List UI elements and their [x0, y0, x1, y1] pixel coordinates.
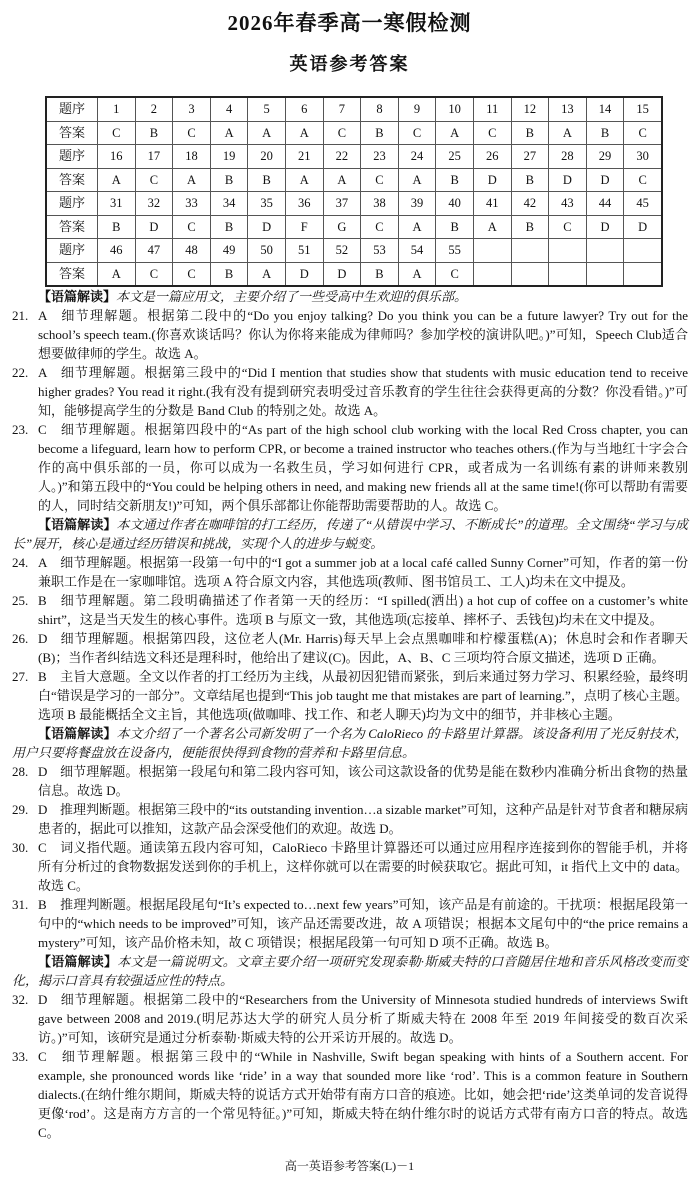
answer-cell — [511, 262, 549, 286]
row-header: 答案 — [46, 121, 98, 145]
question-number-cell: 28 — [549, 145, 587, 169]
explanation-text: 主旨大意题。全文以作者的打工经历为主线，从最初因犯错而紧张，到后来通过努力学习、积累经验，最终明白“错误是学习的一部分”。文章结尾也提到“This job taught me that mistakes are part of learning.”，点明了核心主题。选项 B 最能概括全文主旨，其他选项(做咖啡、找工作、和老人聊天)均为文中的细节，并非核心主题。 — [38, 669, 688, 722]
answer-cell: D — [586, 215, 624, 239]
answer-letter: D — [38, 631, 48, 646]
answer-cell: B — [361, 121, 399, 145]
answer-cell: C — [135, 262, 173, 286]
answer-cell: A — [248, 262, 286, 286]
answer-cell: C — [436, 262, 474, 286]
question-number-cell: 30 — [624, 145, 662, 169]
document-title: 2026年春季高一寒假检测 — [227, 11, 472, 35]
row-header: 答案 — [46, 262, 98, 286]
answer-cell: B — [135, 121, 173, 145]
question-number-cell: 55 — [436, 239, 474, 263]
question-number-cell — [586, 239, 624, 263]
question-number-cell: 2 — [135, 97, 173, 121]
question-number-cell: 15 — [624, 97, 662, 121]
question-number-cell: 3 — [173, 97, 211, 121]
question-number-cell: 31 — [98, 192, 136, 216]
explanation-text: 推理判断题。根据第三段中的“its outstanding invention…a sizable market”可知，这种产品是针对节食者和糖尿病患者的，据此可以推知，这款产品会深受他们的欢迎。故选 D。 — [38, 802, 688, 836]
question-number-cell: 37 — [323, 192, 361, 216]
answer-cell: B — [210, 215, 248, 239]
question-number: 27. — [12, 669, 29, 684]
answer-cell: C — [323, 121, 361, 145]
question-number: 25. — [12, 593, 29, 608]
question-number-cell: 45 — [624, 192, 662, 216]
document-subtitle: 英语参考答案 — [289, 54, 410, 74]
answer-cell: D — [135, 215, 173, 239]
question-number-cell: 43 — [549, 192, 587, 216]
answer-cell: F — [285, 215, 323, 239]
question-number-cell — [511, 239, 549, 263]
question-number-cell: 50 — [248, 239, 286, 263]
answer-cell: D — [323, 262, 361, 286]
explanation-text: 细节理解题。根据第二段中的“Do you enjoy talking? Do you think you can be a future lawyer? Try out for the school’s speech team.(你喜欢谈话吗？你认为你将来能成为律师吗？参加学校的演讲队吧。)”可知，Speech Club适合想要做律师的学生。故选 A。 — [38, 308, 688, 361]
answer-cell: B — [248, 168, 286, 192]
explanations — [12, 287, 688, 1142]
question-number-cell: 1 — [98, 97, 136, 121]
question-number-cell: 13 — [549, 97, 587, 121]
answer-explanation — [12, 363, 688, 420]
answer-cell: A — [473, 215, 511, 239]
answer-cell: A — [323, 168, 361, 192]
page-footer: 高一英语参考答案(L)－1 — [284, 1159, 415, 1173]
question-number-cell: 36 — [285, 192, 323, 216]
answer-cell: A — [248, 121, 286, 145]
question-number-cell: 14 — [586, 97, 624, 121]
answer-row — [46, 121, 662, 145]
question-number: 24. — [12, 555, 29, 570]
answer-cell: C — [549, 215, 587, 239]
answer-cell: A — [98, 168, 136, 192]
answer-letter: D — [38, 992, 48, 1007]
question-number-cell: 33 — [173, 192, 211, 216]
answer-explanation — [12, 1047, 688, 1142]
row-header: 题序 — [46, 192, 98, 216]
explanation-text: 细节理解题。根据第三段中的“Did I mention that studies show that students with music education tend to receive higher grades? You read it right.(我有没有提到研究表明受过音乐教育的学生往往会获得更高的分数？你没看错。)”可知，能够提高学生的分数是 Band Club 的特别之处。故选 A。 — [38, 365, 688, 418]
answer-explanation — [12, 838, 688, 895]
question-number-cell: 19 — [210, 145, 248, 169]
question-number-cell: 22 — [323, 145, 361, 169]
question-number-cell: 17 — [135, 145, 173, 169]
answer-letter: D — [38, 802, 48, 817]
row-header: 答案 — [46, 215, 98, 239]
question-number-cell: 25 — [436, 145, 474, 169]
answer-cell: D — [473, 168, 511, 192]
question-number-cell: 39 — [398, 192, 436, 216]
answer-cell: B — [436, 215, 474, 239]
answer-cell: B — [511, 168, 549, 192]
question-number-row — [46, 239, 662, 263]
answer-explanation — [12, 895, 688, 952]
answer-cell: C — [624, 168, 662, 192]
answer-cell: A — [398, 262, 436, 286]
question-number-row — [46, 145, 662, 169]
question-number-cell: 18 — [173, 145, 211, 169]
question-number-cell: 52 — [323, 239, 361, 263]
question-number-cell: 16 — [98, 145, 136, 169]
question-number-cell: 7 — [323, 97, 361, 121]
answer-cell: B — [361, 262, 399, 286]
question-number-cell: 29 — [586, 145, 624, 169]
explanation-text: 推理判断题。根据尾段尾句“It’s expected to…next few years”可知，该产品是有前途的。干扰项：根据尾段第一句中的“which needs to be improved”可知，该产品还需要改进，故 A 项错误；根据本文尾句中的“the price remains a mystery”可知，该产品价格未知，故 C 项错误；根据尾段第一句可知 D 项不正确。故选 B。 — [38, 897, 688, 950]
explanation-text: 词义指代题。通读第五段内容可知，CaloRieco 卡路里计算器还可以通过应用程序连接到你的智能手机，并将所有分析过的食物数据发送到你的手机上，这样你就可以在需要的时候获取它。据此可知，it 指代上文中的 data。故选 C。 — [38, 840, 688, 893]
question-number-cell: 40 — [436, 192, 474, 216]
answer-letter: A — [38, 365, 48, 380]
answer-letter: A — [38, 555, 48, 570]
answer-cell: B — [511, 215, 549, 239]
question-number: 28. — [12, 764, 29, 779]
question-number: 23. — [12, 422, 29, 437]
answer-letter: B — [38, 669, 47, 684]
answer-explanation — [12, 762, 688, 800]
passage-summary — [12, 515, 688, 553]
answer-cell: B — [98, 215, 136, 239]
row-header: 题序 — [46, 97, 98, 121]
question-number-cell: 35 — [248, 192, 286, 216]
question-number-cell: 27 — [511, 145, 549, 169]
answer-cell: A — [398, 168, 436, 192]
question-number-cell: 46 — [98, 239, 136, 263]
question-number: 32. — [12, 992, 29, 1007]
answer-cell: C — [173, 215, 211, 239]
question-number-cell: 6 — [285, 97, 323, 121]
row-header: 题序 — [46, 239, 98, 263]
question-number-cell: 9 — [398, 97, 436, 121]
answer-letter: C — [38, 422, 47, 437]
summary-text: 本文通过作者在咖啡馆的打工经历，传递了“从错误中学习、不断成长”的道理。全文围绕“学习与成长”展开，核心是通过经历错误和挑战，实现个人的进步与蜕变。 — [12, 517, 688, 551]
explanation-text: 细节理解题。根据第二段中的“Researchers from the University of Minnesota studied hundreds of interviews Swift gave between 2008 and 2019.(明尼苏达大学的研究人员分析了斯威夫特在 2008 年至 2019 年间接受的数百次采访。)”可知，该研究是通过分析泰勒·斯威夫特的公开采访开展的。故选 D。 — [38, 992, 688, 1045]
answer-cell: C — [624, 121, 662, 145]
answer-cell: G — [323, 215, 361, 239]
question-number: 30. — [12, 840, 29, 855]
answer-row — [46, 215, 662, 239]
answer-cell: C — [361, 168, 399, 192]
question-number-cell: 54 — [398, 239, 436, 263]
answer-cell: A — [285, 121, 323, 145]
answer-letter: B — [38, 897, 47, 912]
question-number: 26. — [12, 631, 29, 646]
question-number-cell: 21 — [285, 145, 323, 169]
answer-cell: C — [361, 215, 399, 239]
answer-cell: C — [173, 262, 211, 286]
question-number: 29. — [12, 802, 29, 817]
question-number-cell: 44 — [586, 192, 624, 216]
summary-text: 本文是一篇说明文。文章主要介绍一项研究发现泰勒·斯威夫特的口音随居住地和音乐风格改变而变化，揭示口音具有较强适应性的特点。 — [12, 954, 688, 988]
question-number-cell: 20 — [248, 145, 286, 169]
explanation-text: 细节理解题。根据第三段中的“While in Nashville, Swift began speaking with hints of a Southern accent. For example, she pronounced words like ‘ride’ in a way that sounded more like ‘rod’. This is a common feature in Southern dialects.(在纳什维尔期间，斯威夫特的说话方式开始带有南方口音的痕迹。比如，她会把‘ride’这类单词的发音说得更像‘rod’。这是南方方言的一个常见特征。)”可知，斯威夫特在纳什维尔时的说话方式带有南方口音的特点。故选 C。 — [38, 1049, 688, 1140]
answer-explanation — [12, 667, 688, 724]
answer-cell: D — [248, 215, 286, 239]
explanation-text: 细节理解题。根据第一段尾句和第二段内容可知，该公司这款设备的优势是能在数秒内准确分析出食物的热量信息。故选 D。 — [38, 764, 688, 798]
answer-cell — [586, 262, 624, 286]
answer-explanation — [12, 990, 688, 1047]
answer-cell: A — [398, 215, 436, 239]
question-number-cell: 12 — [511, 97, 549, 121]
answer-cell: C — [473, 121, 511, 145]
answer-cell: D — [586, 168, 624, 192]
answer-explanation — [12, 553, 688, 591]
question-number-cell: 32 — [135, 192, 173, 216]
answer-table — [45, 96, 663, 287]
explanation-text: 细节理解题。根据第一段第一句中的“I got a summer job at a local café called Sunny Corner”可知，作者的第一份兼职工作是在一家咖啡馆。选项 A 符合原文内容，其他选项(教师、图书馆员工、工人)均未在文中提及。 — [38, 555, 688, 589]
explanation-text: 细节理解题。根据第四段，这位老人(Mr. Harris)每天早上会点黑咖啡和柠檬蛋糕(A)；休息时会和作者聊天(B)；当作者纠结选文科还是理科时，他给出了建议(C)。因此，A、B、C 三项均符合原文描述，选项 D 正确。 — [38, 631, 688, 665]
passage-summary — [12, 287, 688, 306]
answer-cell: B — [511, 121, 549, 145]
answer-cell: B — [210, 262, 248, 286]
summary-tag: 【语篇解读】 — [38, 726, 117, 741]
answer-cell: D — [285, 262, 323, 286]
answer-cell: A — [285, 168, 323, 192]
answer-cell: C — [398, 121, 436, 145]
answer-row — [46, 262, 662, 286]
answer-row — [46, 168, 662, 192]
answer-cell — [473, 262, 511, 286]
answer-cell — [549, 262, 587, 286]
question-number-cell: 26 — [473, 145, 511, 169]
question-number-cell: 42 — [511, 192, 549, 216]
question-number-row — [46, 97, 662, 121]
question-number-cell: 34 — [210, 192, 248, 216]
question-number-cell: 24 — [398, 145, 436, 169]
question-number-cell: 53 — [361, 239, 399, 263]
passage-summary — [12, 724, 688, 762]
answer-cell: D — [624, 215, 662, 239]
answer-cell: A — [210, 121, 248, 145]
answer-explanation — [12, 420, 688, 515]
answer-cell: C — [98, 121, 136, 145]
question-number-cell: 49 — [210, 239, 248, 263]
answer-cell: A — [98, 262, 136, 286]
summary-text: 本文介绍了一个著名公司新发明了一个名为 CaloRieco 的卡路里计算器。该设备利用了光反射技术，用户只要将餐盘放在设备内，便能很快得到食物的营养和卡路里信息。 — [12, 726, 688, 760]
summary-tag: 【语篇解读】 — [38, 954, 118, 969]
answer-explanation — [12, 591, 688, 629]
question-number-cell: 23 — [361, 145, 399, 169]
question-number-cell — [624, 239, 662, 263]
answer-cell: B — [210, 168, 248, 192]
row-header: 题序 — [46, 145, 98, 169]
answer-letter: C — [38, 840, 47, 855]
question-number-cell: 4 — [210, 97, 248, 121]
question-number-cell: 8 — [361, 97, 399, 121]
answer-cell: B — [586, 121, 624, 145]
summary-tag: 【语篇解读】 — [38, 517, 117, 532]
question-number-cell: 48 — [173, 239, 211, 263]
question-number-row — [46, 192, 662, 216]
question-number-cell: 11 — [473, 97, 511, 121]
question-number: 21. — [12, 308, 29, 323]
answer-cell: A — [173, 168, 211, 192]
answer-explanation — [12, 629, 688, 667]
answer-cell: C — [173, 121, 211, 145]
passage-summary — [12, 952, 688, 990]
answer-cell — [624, 262, 662, 286]
summary-tag: 【语篇解读】 — [38, 289, 117, 304]
question-number: 33. — [12, 1049, 29, 1064]
question-number-cell: 38 — [361, 192, 399, 216]
answer-letter: B — [38, 593, 47, 608]
summary-text: 本文是一篇应用文，主要介绍了一些受高中生欢迎的俱乐部。 — [116, 289, 468, 304]
answer-letter: A — [38, 308, 48, 323]
answer-cell: A — [436, 121, 474, 145]
answer-explanation — [12, 306, 688, 363]
question-number-cell — [473, 239, 511, 263]
question-number: 22. — [12, 365, 29, 380]
question-number-cell — [549, 239, 587, 263]
question-number-cell: 47 — [135, 239, 173, 263]
question-number-cell: 51 — [285, 239, 323, 263]
explanation-text: 细节理解题。根据第四段中的“As part of the high school club working with the local Red Cross chapter, you can become a lifeguard, learn how to perform CPR, or become a trained instructor who teaches others.(作为与当地红十字会合作的高中俱乐部的一员，你可以成为一名救生员，学习如何进行 CPR，或者成为一名训练有素的讲师来教别人。)”和第五段中的“You could be helping others in need, and making new friends all at the same time!(你可以帮助有需要的人，同时结交新朋友!)”可知，两个俱乐部都让你能帮助需要帮助的人。故选 C。 — [38, 422, 688, 513]
question-number: 31. — [12, 897, 29, 912]
explanation-text: 细节理解题。第二段明确描述了作者第一天的经历：“I spilled(洒出) a hot cup of coffee on a customer’s white shirt”，这是当天发生的核心事件。选项 B 与原文一致，其他选项(忘接单、摔杯子、丢钱包)均未在文中提及。 — [38, 593, 688, 627]
question-number-cell: 41 — [473, 192, 511, 216]
question-number-cell: 5 — [248, 97, 286, 121]
answer-cell: B — [436, 168, 474, 192]
answer-explanation — [12, 800, 688, 838]
answer-cell: C — [135, 168, 173, 192]
answer-letter: C — [38, 1049, 47, 1064]
row-header: 答案 — [46, 168, 98, 192]
answer-letter: D — [38, 764, 48, 779]
answer-cell: A — [549, 121, 587, 145]
question-number-cell: 10 — [436, 97, 474, 121]
answer-cell: D — [549, 168, 587, 192]
